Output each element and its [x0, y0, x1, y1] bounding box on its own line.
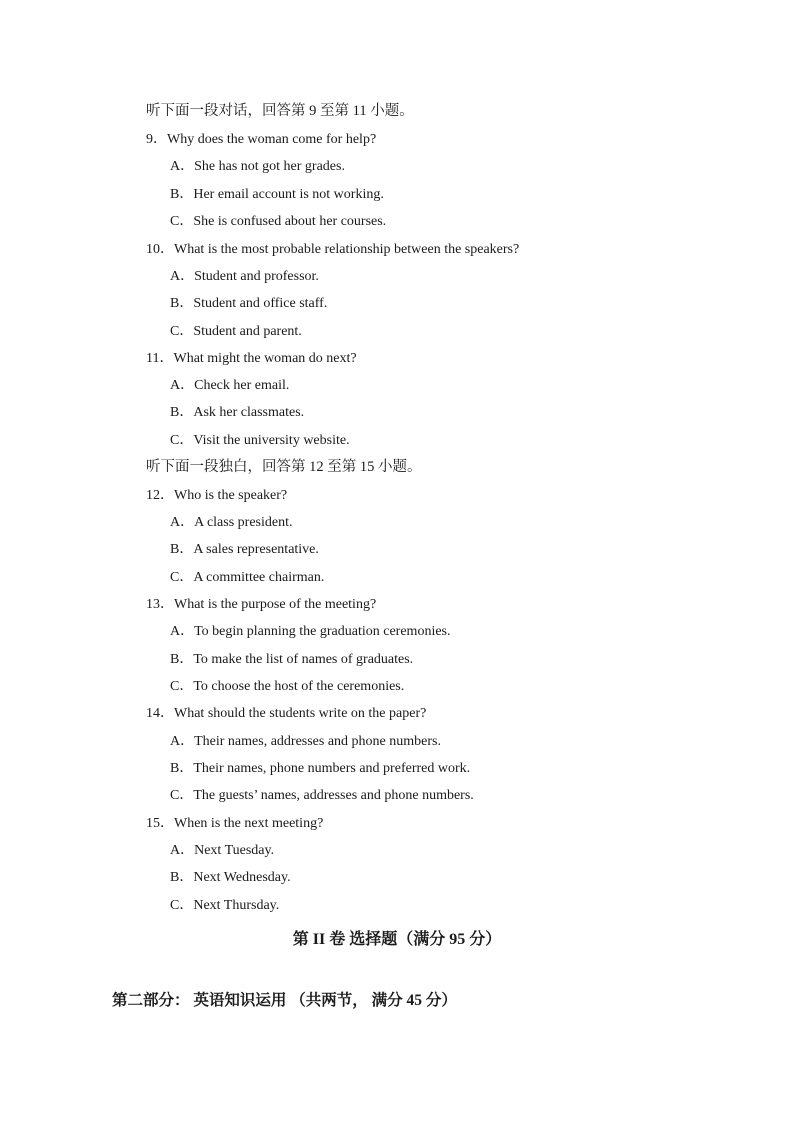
- question-9-option-b: B．Her email account is not working.: [170, 187, 384, 202]
- volume-title: 第 II 卷 选择题（满分 95 分）: [292, 931, 502, 948]
- question-12-option-b: B．A sales representative.: [170, 542, 319, 557]
- question-13-option-b: B．To make the list of names of graduates.: [170, 652, 414, 667]
- monologue-instruction: 听下面一段独白，回答第 12 至第 15 小题。: [146, 459, 422, 475]
- question-9-option-a: A．She has not got her grades.: [170, 159, 345, 174]
- question-15-option-a: A．Next Tuesday.: [170, 843, 275, 858]
- question-13-option-c: C．To choose the host of the ceremonies.: [170, 679, 405, 694]
- question-10-option-a: A．Student and professor.: [170, 269, 319, 284]
- question-14-option-c: C．The guests’ names, addresses and phone numbers.: [170, 788, 474, 803]
- question-10-option-b: B．Student and office staff.: [170, 296, 328, 311]
- question-11-option-b: B．Ask her classmates.: [170, 405, 305, 420]
- question-14-stem: 14．What should the students write on the paper?: [146, 706, 427, 721]
- question-12-stem: 12．Who is the speaker?: [146, 488, 288, 503]
- question-12-option-c: C．A committee chairman.: [170, 570, 325, 585]
- question-12-option-a: A．A class president.: [170, 515, 293, 530]
- question-14-option-b: B．Their names, phone numbers and preferred work.: [170, 761, 471, 776]
- dialogue-instruction: 听下面一段对话，回答第 9 至第 11 小题。: [146, 103, 414, 119]
- question-15-option-c: C．Next Thursday.: [170, 898, 280, 913]
- question-9-option-c: C．She is confused about her courses.: [170, 214, 387, 229]
- question-14-option-a: A．Their names, addresses and phone numbers.: [170, 734, 441, 749]
- question-11-option-c: C．Visit the university website.: [170, 433, 350, 448]
- question-13-stem: 13．What is the purpose of the meeting?: [146, 597, 377, 612]
- question-9-stem: 9．Why does the woman come for help?: [146, 132, 377, 147]
- question-15-option-b: B．Next Wednesday.: [170, 870, 291, 885]
- question-11-stem: 11．What might the woman do next?: [146, 351, 357, 366]
- question-10-option-c: C．Student and parent.: [170, 324, 302, 339]
- section-heading: 第二部分： 英语知识运用 （共两节， 满分 45 分）: [112, 992, 457, 1009]
- question-10-stem: 10．What is the most probable relationship between the speakers?: [146, 242, 520, 257]
- question-15-stem: 15．When is the next meeting?: [146, 816, 324, 831]
- question-13-option-a: A．To begin planning the graduation ceremonies.: [170, 624, 451, 639]
- question-11-option-a: A．Check her email.: [170, 378, 290, 393]
